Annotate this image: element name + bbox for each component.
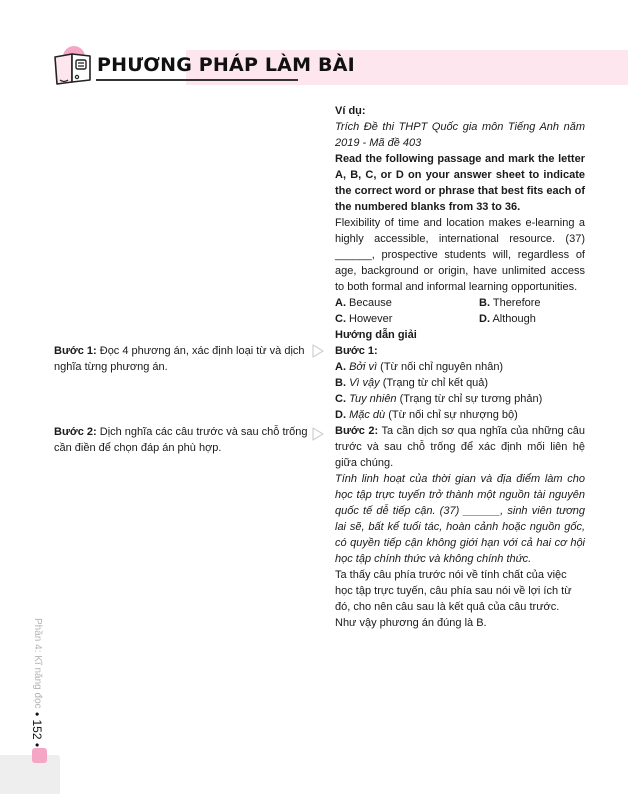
item-note: (Trạng từ chỉ kết quả) [379, 377, 489, 389]
item-letter: C. [335, 393, 346, 405]
section-title: PHƯƠNG PHÁP LÀM BÀI [97, 54, 355, 76]
page-footer [30, 618, 44, 747]
option-letter: C. [335, 313, 346, 325]
title-underline [96, 79, 298, 81]
step2-text: Ta cần dịch sơ qua nghĩa của những câu trước và sau chỗ trống để xác định mối liên hệ giữa chúng. [335, 425, 585, 469]
item-word: Mặc dù [349, 409, 386, 421]
item-word: Bởi vì [349, 361, 378, 373]
step-label: Bước 2: [54, 426, 97, 438]
example-heading: Ví dụ: [335, 105, 366, 117]
triangle-right-icon [312, 344, 324, 358]
option-letter: A. [335, 297, 346, 309]
guide-step1-label: Bước 1: [335, 345, 378, 357]
open-book-icon [50, 44, 96, 88]
option-text: Therefore [490, 297, 541, 309]
guide-heading: Hướng dẫn giải [335, 329, 417, 341]
left-step-2 [54, 424, 314, 456]
item-letter: D. [335, 409, 346, 421]
option-text: Because [346, 297, 392, 309]
option-letter: D. [479, 313, 490, 325]
guide-item-c [335, 391, 585, 407]
page-number: • 152 • [30, 708, 44, 748]
option-text: However [346, 313, 393, 325]
example-source: Trích Đề thi THPT Quốc gia môn Tiếng Anh năm 2019 - Mã đề 403 [335, 121, 585, 149]
left-step-1 [54, 343, 314, 375]
guide-item-d [335, 407, 585, 423]
step-text: Dịch nghĩa các câu trước và sau chỗ trống cần điền để chọn đáp án phù hợp. [54, 426, 308, 454]
item-note: (Từ nối chỉ sự nhượng bộ) [385, 409, 518, 421]
guide-reasoning: Ta thấy câu phía trước nói về tính chất của việc học tập trực tuyến, câu phía sau nói về lợi ích từ đó, cho nên câu sau là kết quả của câu trước. [335, 569, 572, 613]
option-text: Although [490, 313, 536, 325]
item-word: Tuy nhiên [349, 393, 397, 405]
guide-step2 [335, 423, 585, 471]
guide-translation: Tính linh hoạt của thời gian và địa điểm làm cho học tập trực tuyến trở thành một nguồn tài nguyên quốc tế dễ tiếp cận. (37) ______, sinh viên tương lai sẽ, bất kể tuổi tác, hoàn cảnh hoặc nguồn gốc, có quyền tiếp cận không giới hạn với cả hai cơ hội học tập chính thức và không chính thức. [335, 473, 585, 565]
example-column [335, 103, 585, 631]
step-label: Bước 1: [54, 345, 97, 357]
step2-label: Bước 2: [335, 425, 379, 437]
guide-conclusion: Như vậy phương án đúng là B. [335, 617, 487, 629]
guide-item-b [335, 375, 585, 391]
guide-item-a [335, 359, 585, 375]
option-a [335, 295, 479, 311]
step-text: Đọc 4 phương án, xác định loại từ và dịch nghĩa từng phương án. [54, 345, 305, 373]
item-note: (Trạng từ chỉ sự tương phản) [396, 393, 543, 405]
page-tab-marker [32, 748, 47, 763]
example-passage: Flexibility of time and location makes e-learning a highly accessible, international resource. (37) ______, prospective students will, regardless of age, background or origin, have unlimited access to both formal and informal learning opportunities. [335, 217, 585, 293]
section-label: Phần 4: Kĩ năng đọc [32, 618, 43, 709]
item-word: Vì vậy [349, 377, 380, 389]
item-note: (Từ nối chỉ nguyên nhân) [377, 361, 504, 373]
triangle-right-icon [312, 427, 324, 441]
item-letter: B. [335, 377, 346, 389]
option-letter: B. [479, 297, 490, 309]
footer-gray-block [0, 755, 60, 794]
answer-options [335, 295, 585, 327]
example-instruction: Read the following passage and mark the letter A, B, C, or D on your answer sheet to indicate the correct word or phrase that best fits each of the numbered blanks from 33 to 36. [335, 153, 585, 213]
option-d [479, 311, 585, 327]
item-letter: A. [335, 361, 346, 373]
option-c [335, 311, 479, 327]
option-b [479, 295, 585, 311]
